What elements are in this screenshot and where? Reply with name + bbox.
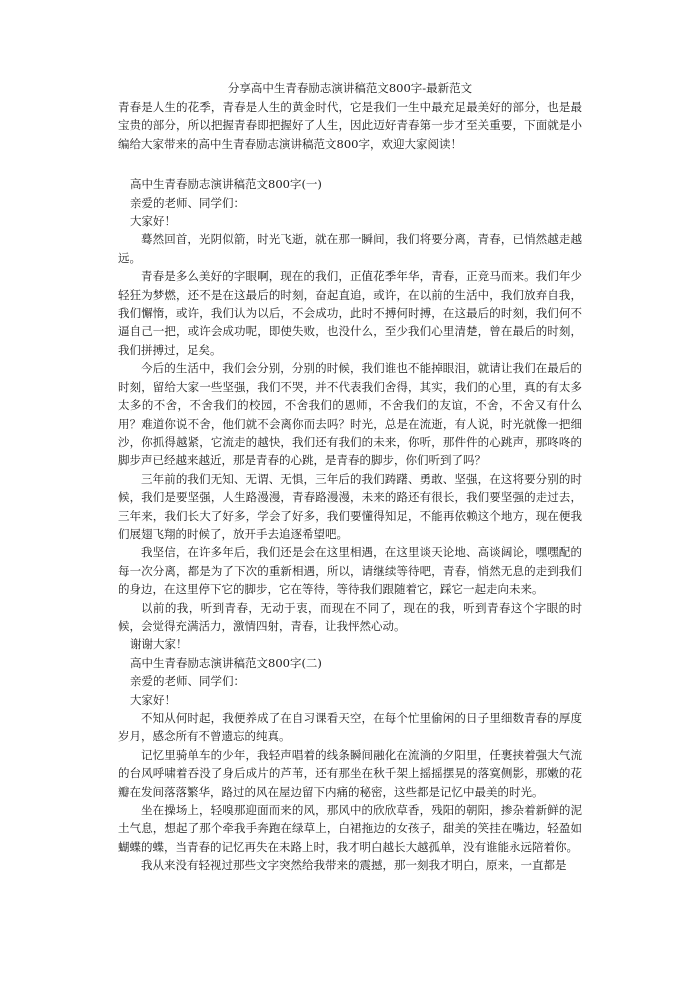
section1-paragraph: 青春是多么美好的字眼啊，现在的我们，正值花季年华，青春，正竞马而来。我们年少轻狂为梦燃，还不是在这最后的时刻，奋起直追，或许，在以前的生活中，我们放弃自我，我们懈惰，或许，我们认为以后，不会成功，此时不搏何时搏，在这最后的时刻，我们何不逼自己一把，或许会成功呢，即使失败，也没什么，至少我们心里清楚，曾在最后的时刻，我们拼搏过，足矣。 — [118, 269, 582, 357]
section2-salutation: 亲爱的老师、同学们： — [130, 674, 245, 689]
section1-greeting: 大家好！ — [130, 214, 176, 229]
spacer — [118, 153, 582, 175]
section1-closing: 谢谢大家！ — [130, 637, 188, 652]
section2-paragraph: 我从来没有轻视过那些文字突然给我带来的震撼，那一刻我才明白，原来，一直都是 — [141, 858, 567, 873]
section2-paragraph: 记忆里骑单车的少年，我轻声唱着的线条瞬间融化在流淌的夕阳里，任裹挟着强大气流的台风呼啸着吞没了身后成片的芦苇，还有那坐在秋千架上摇摇摆晃的落寞侧影，那嫩的花瓣在发间落落繁华，路过的风在屋边留下内痛的秘密，这些都是记忆中最美的时光。 — [118, 747, 582, 799]
section1-paragraph: 今后的生活中，我们会分别，分别的时候，我们谁也不能掉眼泪，就请让我们在最后的时刻，留给大家一些坚强，我们不哭，并不代表我们舍得，其实，我们的心里，真的有太多太多的不舍，不舍我们的校园，不舍我们的恩师，不舍我们的友谊，不舍，不舍又有什么用？难道你说不舍，他们就不会离你而去吗？时光，总是在流逝，有人说，时光就像一把细沙，你抓得越紧，它流走的越快，我们还有我们的未来，你听，那件件的心跳声，那咚咚的脚步声已经越来越近，那是青春的心跳，是青春的脚步，你们听到了吗？ — [118, 361, 582, 468]
section2-heading: 高中生青春励志演讲稿范文800字(二) — [130, 655, 322, 670]
section2-greeting: 大家好！ — [130, 692, 176, 707]
section1-paragraph: 蓦然回首，光阴似箭，时光飞逝，就在那一瞬间，我们将要分离，青春，已悄然越走越远。 — [118, 232, 582, 265]
section1-salutation: 亲爱的老师、同学们： — [130, 195, 245, 210]
section1-paragraph: 我坚信，在许多年后，我们还是会在这里相遇，在这里谈天论地、高谈阔论，嘿嘿配的每一次分离，都是为了下次的重新相遇，所以，请继续等待吧，青春，悄然无息的走到我们的身边，在这里停下它的脚步，它在等待，等待我们跟随着它，踩它一起走向未来。 — [118, 545, 582, 597]
section1-heading: 高中生青春励志演讲稿范文800字(一) — [130, 177, 322, 192]
section1-paragraph: 三年前的我们无知、无谓、无惧，三年后的我们踌躇、勇敢、坚强，在这将要分别的时候，我们是要坚强，人生路漫漫，青春路漫漫，未来的路还有很长，我们要坚强的走过去，三年来，我们长大了好多，学会了好多，我们要懂得知足，不能再依赖这个地方，现在便我们展翅飞翔的时候了，放开手去追逐希望吧。 — [118, 471, 582, 541]
intro-paragraph: 青春是人生的花季，青春是人生的黄金时代，它是我们一生中最充足最美好的部分，也是最宝贵的部分，所以把握青春即把握好了人生，因此迈好青春第一步才至关重要，下面就是小编给大家带来的高中生青春励志演讲稿范文800字，欢迎大家阅读！ — [118, 100, 582, 151]
document-title: 分享高中生青春励志演讲稿范文800字-最新范文 — [227, 81, 473, 95]
section2-paragraph: 坐在操场上，轻嗅那迎面而来的风，那风中的欣欣草香，残阳的朝阳，掺杂着新鲜的泥土气息，想起了那个牵我手奔跑在绿草上，白裙拖边的女孩子，甜美的笑挂在嘴边，轻盈如蝴蝶的蝶，当青春的记忆再失在未路上时，我才明白越长大越孤单，没有谁能永远陪着你。 — [118, 803, 582, 854]
section2-paragraph: 不知从何时起，我便养成了在自习课看天空，在每个忙里偷闲的日子里细数青春的厚度岁月，感念所有不曾遗忘的纯真。 — [118, 711, 582, 744]
section1-paragraph: 以前的我，听到青春，无动于衷，而现在不同了，现在的我，听到青春这个字眼的时候，会觉得充满活力，激情四射，青春，让我怦然心动。 — [118, 600, 582, 633]
